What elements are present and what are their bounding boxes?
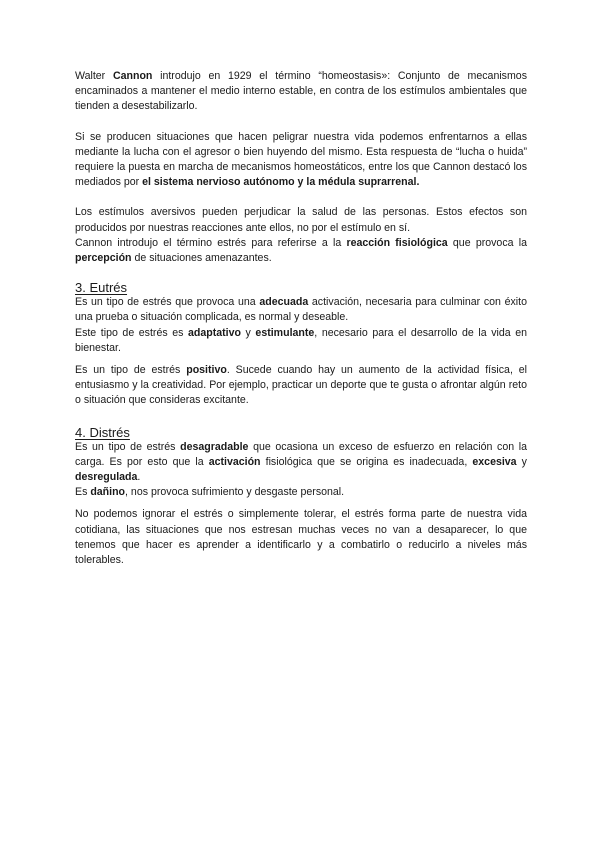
heading-eutres: 3. Eutrés — [75, 280, 128, 296]
bold-danino: dañino — [90, 486, 126, 499]
text-run: introdujo en 1929 el término “homeostasis»: Conjunto de mecanismos encaminados a mantener el medio interno estable, en contra de los estímulos ambientales que tienden a desestabilizarlo. — [75, 70, 527, 113]
paragraph-lucha-huida — [75, 130, 527, 191]
text-run: y — [516, 455, 527, 468]
paragraph-distres-danino — [75, 485, 527, 500]
bold-excesiva: excesiva — [472, 455, 517, 468]
text-run: No podemos ignorar el estrés o simplemente tolerar, el estrés forma parte de nuestra vida cotidiana, las situaciones que nos estresan muchas veces no van a desaparecer, lo que tenemos que hacer es aprender a identificarlo y a combatirlo o reducirlo a niveles más tolerables. — [75, 508, 527, 567]
document-body — [75, 69, 527, 568]
bold-adecuada: adecuada — [259, 296, 309, 309]
text-run: , nos provoca sufrimiento y desgaste personal. — [125, 486, 345, 499]
bold-desagradable: desagradable — [180, 440, 249, 453]
heading-distres: 4. Distrés — [75, 424, 130, 440]
text-run: de situaciones amenazantes. — [131, 252, 272, 265]
text-run: . Sucede cuando hay un aumento de la actividad física, el entusiasmo y la creatividad. Por ejemplo, practicar un deporte que te gusta o afrontar algún reto o situación que consideras excitante. — [75, 364, 528, 407]
text-run: Walter — [75, 70, 113, 82]
text-run: y — [240, 326, 256, 339]
paragraph-eutres-definicion — [75, 295, 527, 325]
paragraph-conclusion — [75, 507, 527, 568]
bold-adaptativo: adaptativo — [187, 326, 241, 339]
text-run: , necesario para el desarrollo de la vida en bienestar. — [75, 326, 527, 354]
text-run: que provoca la — [447, 236, 527, 249]
bold-percepcion: percepción — [75, 252, 132, 265]
text-run: activación, necesaria para culminar con éxito una prueba o situación complicada, es normal y deseable. — [75, 296, 527, 324]
text-run: Si se producen situaciones que hacen peligrar nuestra vida podemos enfrentarnos a ellas mediante la lucha con el agresor o bien huyendo del mismo. Esta respuesta de “lucha o huida” requiere la puesta en marcha de mecanismos homeostáticos, entre los que Cannon destacó los mediados por — [75, 130, 527, 189]
text-run: Es un tipo de estrés que provoca una — [75, 296, 260, 309]
bold-activacion: activación — [208, 455, 261, 468]
paragraph-eutres-adaptativo — [75, 326, 527, 356]
paragraph-distres-definicion — [75, 440, 527, 486]
bold-desregulada: desregulada — [75, 471, 138, 484]
paragraph-estimulos-aversivos — [75, 205, 527, 235]
bold-estimulante: estimulante — [255, 326, 315, 339]
text-run: Es — [75, 486, 91, 499]
bold-cannon: Cannon — [112, 70, 153, 82]
text-run: Es un tipo de estrés — [75, 440, 181, 453]
text-run: Este tipo de estrés es — [75, 326, 188, 339]
text-run: fisiológica que se origina es inadecuada, — [260, 455, 473, 468]
bold-positivo: positivo — [186, 364, 227, 377]
paragraph-homeostasis — [75, 69, 527, 115]
bold-sistema-nervioso: el sistema nervioso autónomo y la médula suprarrenal. — [142, 176, 420, 189]
paragraph-cannon-estres — [75, 236, 527, 266]
text-run: Los estímulos aversivos pueden perjudicar la salud de las personas. Estos efectos son producidos por nuestras reacciones ante ellos, no por el estímulo en sí. — [75, 206, 527, 234]
paragraph-eutres-positivo — [75, 363, 527, 409]
text-run: Es un tipo de estrés — [75, 364, 187, 377]
text-run: . — [137, 471, 141, 484]
bold-reaccion-fisiologica: reacción fisiológica — [346, 236, 448, 249]
text-run: Cannon introdujo el término estrés para referirse a la — [75, 236, 347, 249]
text-run: que ocasiona un exceso de esfuerzo en relación con la carga. Es por esto que la — [75, 440, 527, 468]
